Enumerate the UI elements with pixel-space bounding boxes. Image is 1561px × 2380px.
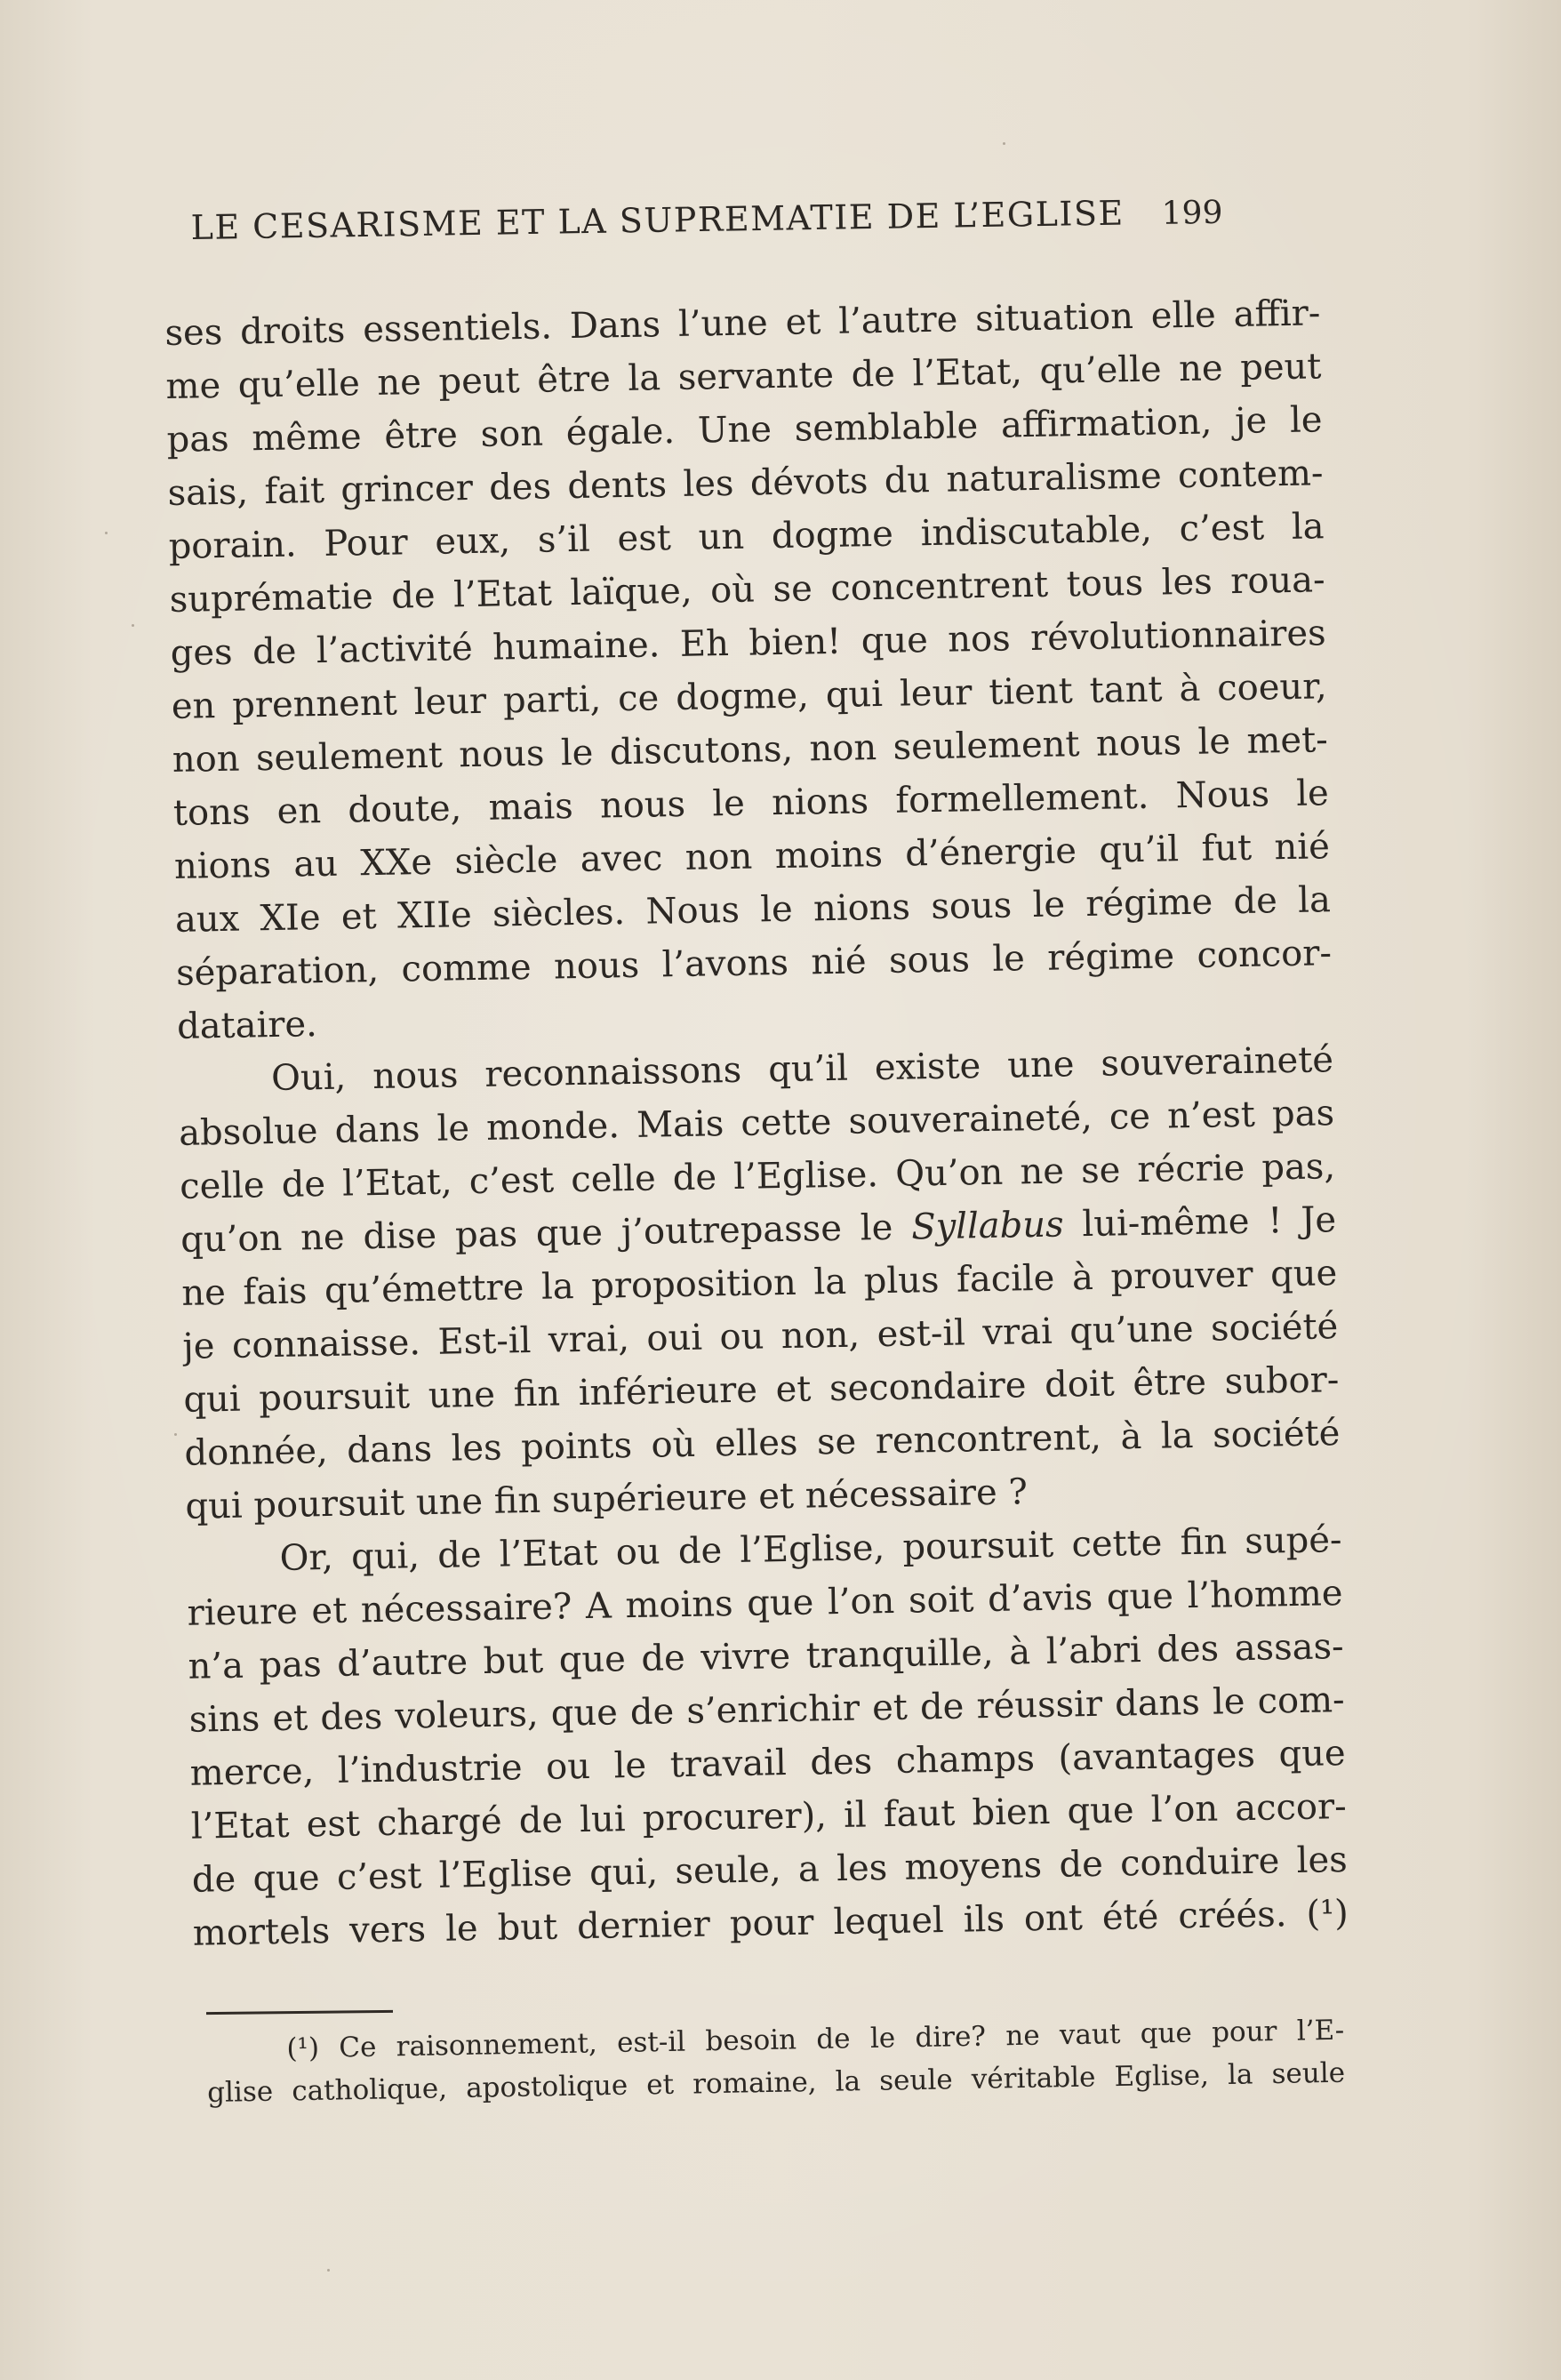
text-segment: lui-même ! Je (1063, 1199, 1337, 1246)
text-segment: qu’on ne dise pas que j’outrepasse le (180, 1206, 912, 1261)
page-number: 199 (1161, 194, 1223, 232)
footnotes (206, 2009, 1345, 2114)
text-line: Oui, nous reconnaissons qu’il existe une souveraineté (270, 1039, 1334, 1100)
text-line: sais, fait grincer des dents les dévots du naturalisme contem- (167, 453, 1324, 514)
text-line: l’Etat est chargé de lui procurer), il faut bien que l’on accor- (190, 1786, 1348, 1847)
text-line: ne fais qu’émettre la proposition la plus facile à prouver que (180, 1253, 1338, 1314)
text-line: donnée, dans les points où elles se rencontrent, à la société (184, 1413, 1341, 1474)
text-line: porain. Pour eux, s’il est un dogme indiscutable, c’est la (168, 506, 1325, 567)
text-line: absolue dans le monde. Mais cette souveraineté, ce n’est pas (178, 1093, 1335, 1154)
text-line: aux XIe et XIIe siècles. Nous le nions sous le régime de la (174, 879, 1332, 941)
text-line: me qu’elle ne peut être la servante de l’Etat, qu’elle ne peut (165, 346, 1322, 407)
text-line: rieure et nécessaire? A moins que l’on soit d’avis que l’homme (187, 1573, 1343, 1634)
footnote-rule (206, 2010, 393, 2015)
paper-speck (132, 624, 134, 627)
text-line: pas même être son égale. Une semblable affirmation, je le (166, 399, 1323, 461)
text-line: Or, qui, de l’Etat ou de l’Eglise, poursuit cette fin supé- (279, 1519, 1342, 1579)
paper-speck (174, 1433, 177, 1436)
text-line: ses droits essentiels. Dans l’une et l’autre situation elle affir- (164, 292, 1321, 354)
text-line: non seulement nous le discutons, non seulement nous le met- (172, 719, 1329, 781)
text-line: ges de l’activité humaine. Eh bien! que nos révolutionnaires (170, 613, 1327, 674)
text-line: nions au XXe siècle avec non moins d’énergie qu’il fut nié (173, 826, 1331, 887)
footnote-line: glise catholique, apostolique et romaine, la seule véritable Eglise, la seule (206, 2056, 1346, 2109)
running-title: LE CESARISME ET LA SUPREMATIE DE L’EGLISE (190, 193, 1125, 247)
footnote-line: (¹) Ce raisonnement, est-il besoin de le dire? ne vaut que pour l’E- (286, 2014, 1345, 2065)
text-line: n’a pas d’autre but que de vivre tranquille, à l’abri des assas- (188, 1626, 1344, 1687)
text-line: merce, l’industrie ou le travail des champs (avantages que (189, 1733, 1346, 1794)
text-line: qui poursuit une fin supérieure et nécessaire ? (185, 1471, 1029, 1527)
text-line: en prennent leur parti, ce dogme, qui leur tient tant à coeur, (171, 666, 1328, 727)
text-line: mortels vers le but dernier pour lequel ils ont été créés. (¹) (192, 1893, 1349, 1954)
text-line: dataire. (176, 1004, 318, 1047)
running-head (190, 176, 1302, 247)
text-line: sins et des voleurs, que de s’enrichir et de réussir dans le com- (188, 1679, 1345, 1741)
body-text (164, 286, 1349, 1959)
text-line: suprématie de l’Etat laïque, où se concentrent tous les roua- (169, 559, 1325, 621)
text-line: tons en doute, mais nous le nions formellement. Nous le (172, 773, 1330, 834)
text-line: je connaisse. Est-il vrai, oui ou non, est-il vrai qu’une société (182, 1306, 1339, 1367)
text-line: celle de l’Etat, c’est celle de l’Eglise. Qu’on ne se récrie pas, (179, 1146, 1336, 1207)
syllabus-title: Syllabus (910, 1204, 1064, 1248)
text-line: de que c’est l’Eglise qui, seule, a les moyens de conduire les (191, 1839, 1349, 1901)
text-line: qui poursuit une fin inférieure et secondaire doit être subor- (183, 1359, 1340, 1421)
paper-speck (327, 2269, 330, 2272)
paper-speck (105, 532, 108, 534)
paper-speck (1003, 142, 1005, 145)
text-line: séparation, comme nous l’avons nié sous le régime concor- (175, 933, 1333, 994)
